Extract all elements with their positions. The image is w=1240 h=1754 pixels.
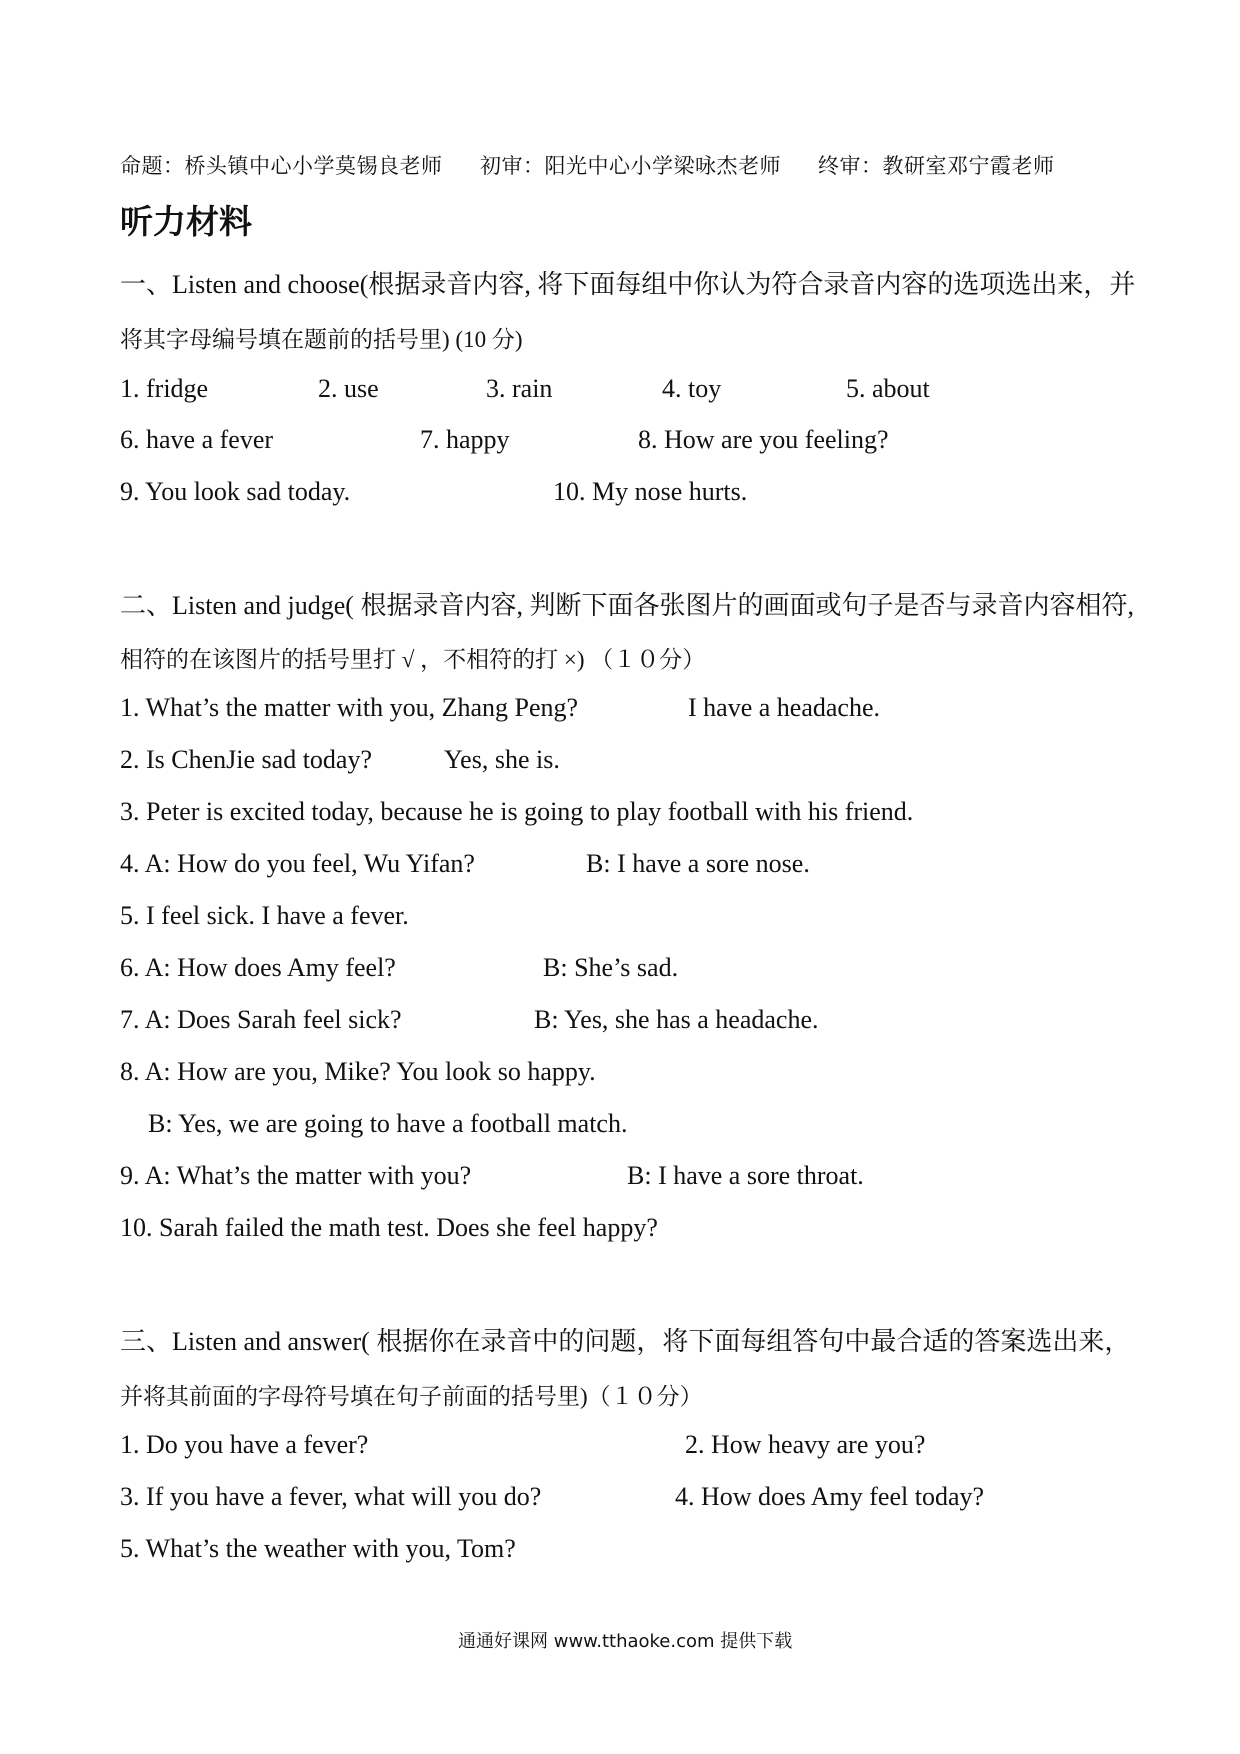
section2-instruction-line1: 二、Listen and judge( 根据录音内容, 判断下面各张图片的画面或句子是否与录音内容相符, bbox=[120, 591, 1134, 620]
first-review-credit: 初审：阳光中心小学梁咏杰老师 bbox=[480, 154, 781, 178]
page-title: 听力材料 bbox=[120, 202, 252, 241]
s3-item-1: 1. Do you have a fever? bbox=[120, 1430, 369, 1459]
s1-item-2: 2. use bbox=[318, 374, 379, 403]
s1-item-10: 10. My nose hurts. bbox=[553, 477, 748, 506]
s2-line-7: 7. A: Does Sarah feel sick? bbox=[120, 1005, 402, 1034]
s1-item-9: 9. You look sad today. bbox=[120, 477, 351, 506]
s1-item-8: 8. How are you feeling? bbox=[638, 425, 889, 454]
s3-item-3: 3. If you have a fever, what will you do? bbox=[120, 1482, 542, 1511]
s3-item-2: 2. How heavy are you? bbox=[685, 1430, 926, 1459]
s2-line-1-reply: I have a headache. bbox=[688, 693, 880, 722]
section3-instruction-line1: 三、Listen and answer( 根据你在录音中的问题，将下面每组答句中最合适的答案选出来， bbox=[120, 1327, 1131, 1356]
section1-instruction-line1: 一、Listen and choose(根据录音内容, 将下面每组中你认为符合录音内容的选项选出来，并 bbox=[120, 270, 1136, 299]
s2-line-10: 10. Sarah failed the math test. Does she feel happy? bbox=[120, 1213, 658, 1242]
s1-item-5: 5. about bbox=[846, 374, 930, 403]
s2-line-3: 3. Peter is excited today, because he is going to play football with his friend. bbox=[120, 797, 914, 826]
s2-line-9: 9. A: What’s the matter with you? bbox=[120, 1161, 472, 1190]
section2-instruction-line2: 相符的在该图片的括号里打 √ ，不相符的打 ×) （１０分） bbox=[120, 647, 706, 672]
s2-line-4-reply: B: I have a sore nose. bbox=[586, 849, 810, 878]
s2-line-8-reply: B: Yes, we are going to have a football match. bbox=[148, 1109, 628, 1138]
s2-line-1: 1. What’s the matter with you, Zhang Peng? bbox=[120, 693, 579, 722]
s2-line-9-reply: B: I have a sore throat. bbox=[627, 1161, 864, 1190]
s3-item-4: 4. How does Amy feel today? bbox=[675, 1482, 985, 1511]
s2-line-2: 2. Is ChenJie sad today? bbox=[120, 745, 373, 774]
s2-line-2-reply: Yes, she is. bbox=[444, 745, 560, 774]
author-credit: 命题：桥头镇中心小学莫锡良老师 bbox=[120, 154, 443, 178]
s1-item-4: 4. toy bbox=[662, 374, 722, 403]
section1-instruction-line2: 将其字母编号填在题前的括号里) (10 分) bbox=[120, 327, 523, 352]
s3-item-5: 5. What’s the weather with you, Tom? bbox=[120, 1534, 516, 1563]
s1-item-1: 1. fridge bbox=[120, 374, 209, 403]
footer-credit: 通通好课网 www.tthaoke.com 提供下载 bbox=[458, 1631, 793, 1652]
s2-line-6-reply: B: She’s sad. bbox=[543, 953, 679, 982]
s2-line-8: 8. A: How are you, Mike? You look so happy. bbox=[120, 1057, 596, 1086]
s2-line-6: 6. A: How does Amy feel? bbox=[120, 953, 396, 982]
s1-item-3: 3. rain bbox=[486, 374, 553, 403]
section3-instruction-line2: 并将其前面的字母符号填在句子前面的括号里)（１０分） bbox=[120, 1384, 703, 1409]
s2-line-4: 4. A: How do you feel, Wu Yifan? bbox=[120, 849, 475, 878]
final-review-credit: 终审：教研室邓宁霞老师 bbox=[818, 154, 1055, 178]
s1-item-7: 7. happy bbox=[420, 425, 510, 454]
s2-line-5: 5. I feel sick. I have a fever. bbox=[120, 901, 409, 930]
s1-item-6: 6. have a fever bbox=[120, 425, 274, 454]
s2-line-7-reply: B: Yes, she has a headache. bbox=[534, 1005, 819, 1034]
